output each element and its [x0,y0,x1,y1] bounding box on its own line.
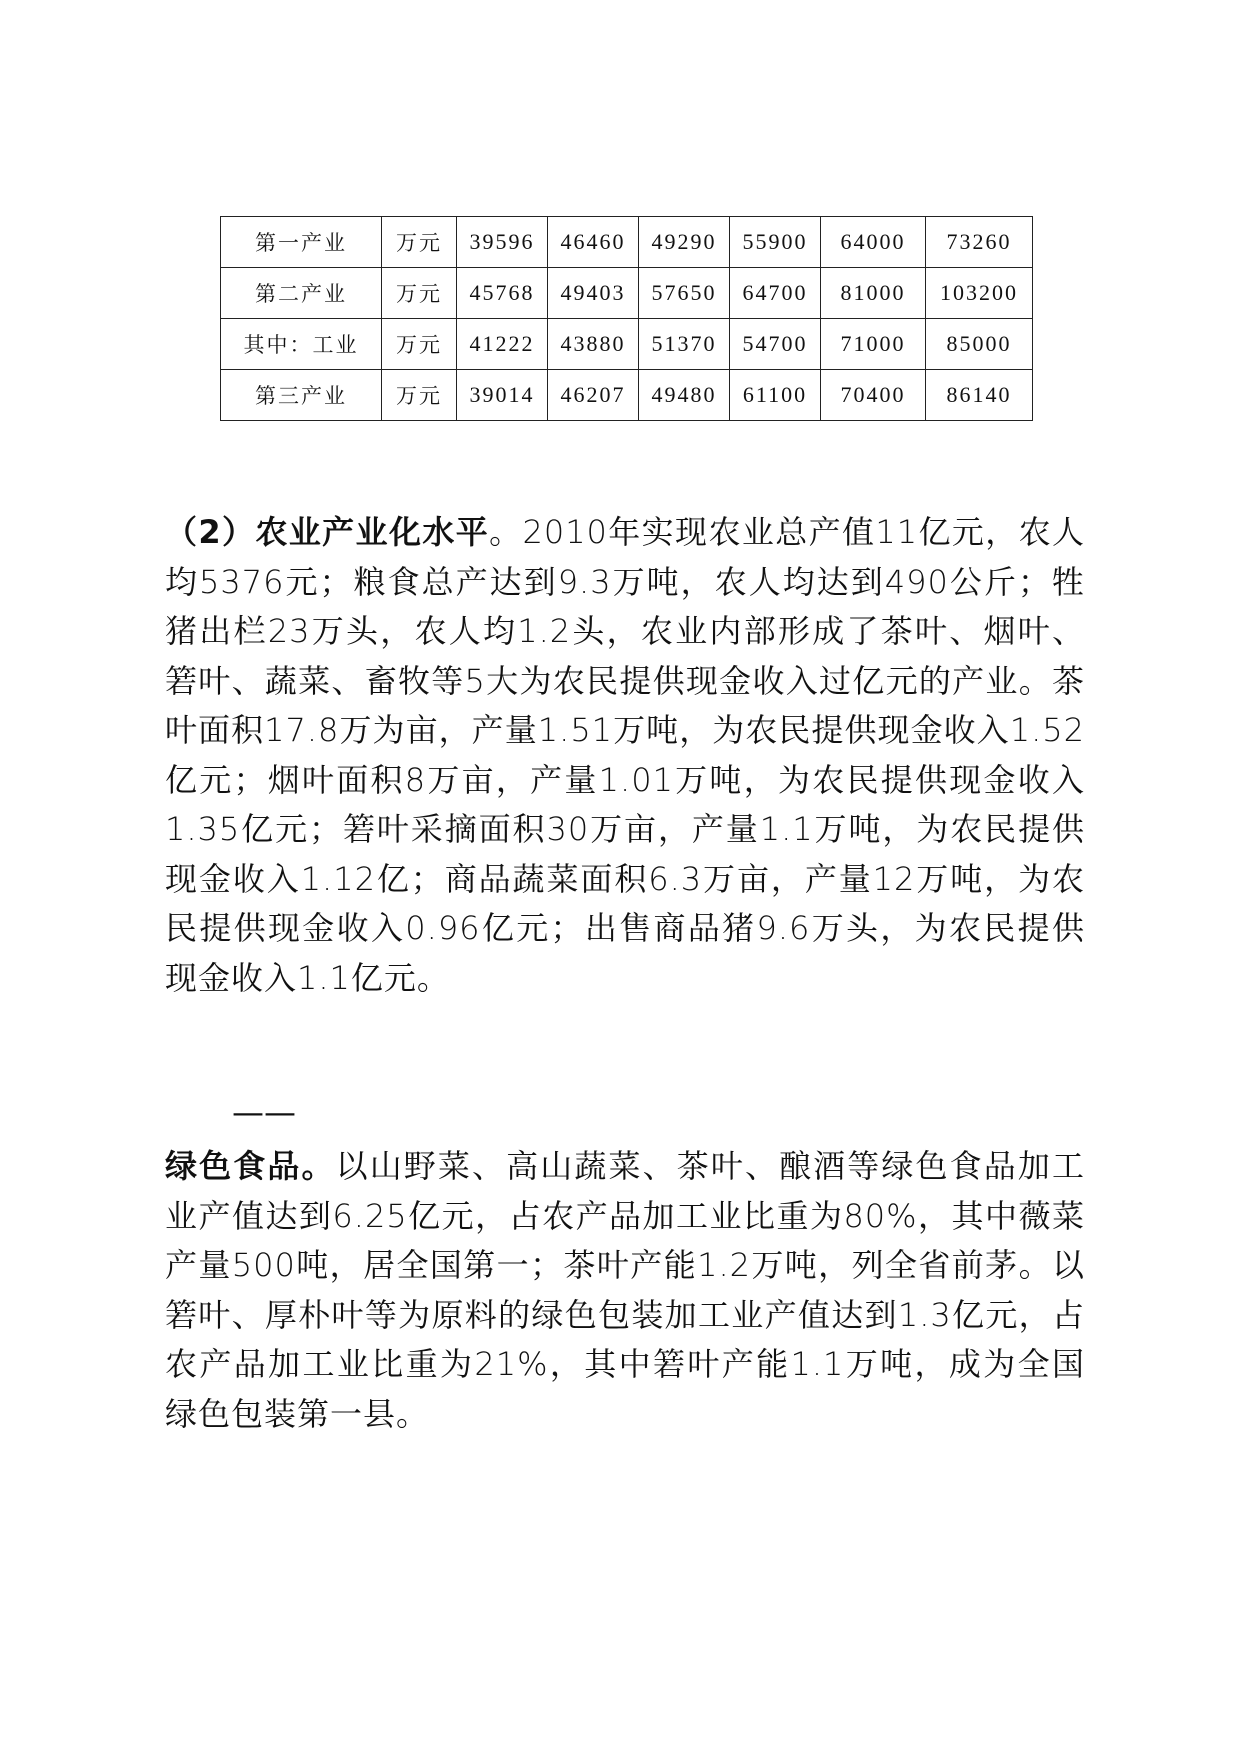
table-cell: 39014 [457,370,548,421]
table-cell: 55900 [730,217,821,268]
table-cell: 49403 [548,268,639,319]
table-cell: 49290 [639,217,730,268]
row-unit: 万元 [382,268,457,319]
row-label: 第三产业 [221,370,382,421]
table-cell: 46207 [548,370,639,421]
table-cell: 57650 [639,268,730,319]
green-food-heading: 绿色食品。 [165,1147,336,1185]
table-cell: 39596 [457,217,548,268]
table-cell: 73260 [926,217,1033,268]
table-cell: 71000 [821,319,926,370]
table-row [221,217,1033,268]
table-cell: 51370 [639,319,730,370]
row-unit: 万元 [382,319,457,370]
table-cell: 86140 [926,370,1033,421]
table-cell: 81000 [821,268,926,319]
table-cell: 43880 [548,319,639,370]
agriculture-paragraph [165,508,1085,1003]
agriculture-heading: （2）农业产业化水平 [165,513,490,551]
table-cell: 54700 [730,319,821,370]
table-cell: 61100 [730,370,821,421]
table-cell: 85000 [926,319,1033,370]
table-row [221,268,1033,319]
table-cell: 64000 [821,217,926,268]
row-unit: 万元 [382,370,457,421]
table-cell: 46460 [548,217,639,268]
row-label: 第一产业 [221,217,382,268]
table-cell: 45768 [457,268,548,319]
table-row [221,370,1033,421]
row-label: 第二产业 [221,268,382,319]
row-label: 其中：工业 [221,319,382,370]
economic-output-table [220,216,1033,421]
table-row [221,319,1033,370]
table-cell: 49480 [639,370,730,421]
green-food-text: 以山野菜、高山蔬菜、茶叶、酿酒等绿色食品加工业产值达到6.25亿元，占农产品加工业比重为80%，其中薇菜产量500吨，居全国第一；茶叶产能1.2万吨，列全省前茅。以箬叶、厚朴叶等为原料的绿色包装加工业产值达到1.3亿元，占农产品加工业比重为21%，其中箬叶产能1.1万吨，成为全国绿色包装第一县。 [165,1147,1085,1433]
table-cell: 64700 [730,268,821,319]
table-cell: 41222 [457,319,548,370]
agriculture-text: 。2010年实现农业总产值11亿元，农人均5376元；粮食总产达到9.3万吨，农人均达到490公斤；牲猪出栏23万头，农人均1.2头，农业内部形成了茶叶、烟叶、箬叶、蔬菜、畜牧等5大为农民提供现金收入过亿元的产业。茶叶面积17.8万为亩，产量1.51万吨，为农民提供现金收入1.52亿元；烟叶面积8万亩，产量1.01万吨，为农民提供现金收入1.35亿元；箬叶采摘面积30万亩，产量1.1万吨，为农民提供现金收入1.12亿；商品蔬菜面积6.3万亩，产量12万吨，为农民提供现金收入0.96亿元；出售商品猪9.6万头，为农民提供现金收入1.1亿元。 [165,513,1085,997]
section-dash: —— [232,1093,296,1131]
row-unit: 万元 [382,217,457,268]
table-cell: 103200 [926,268,1033,319]
green-food-paragraph [165,1142,1085,1439]
table-cell: 70400 [821,370,926,421]
